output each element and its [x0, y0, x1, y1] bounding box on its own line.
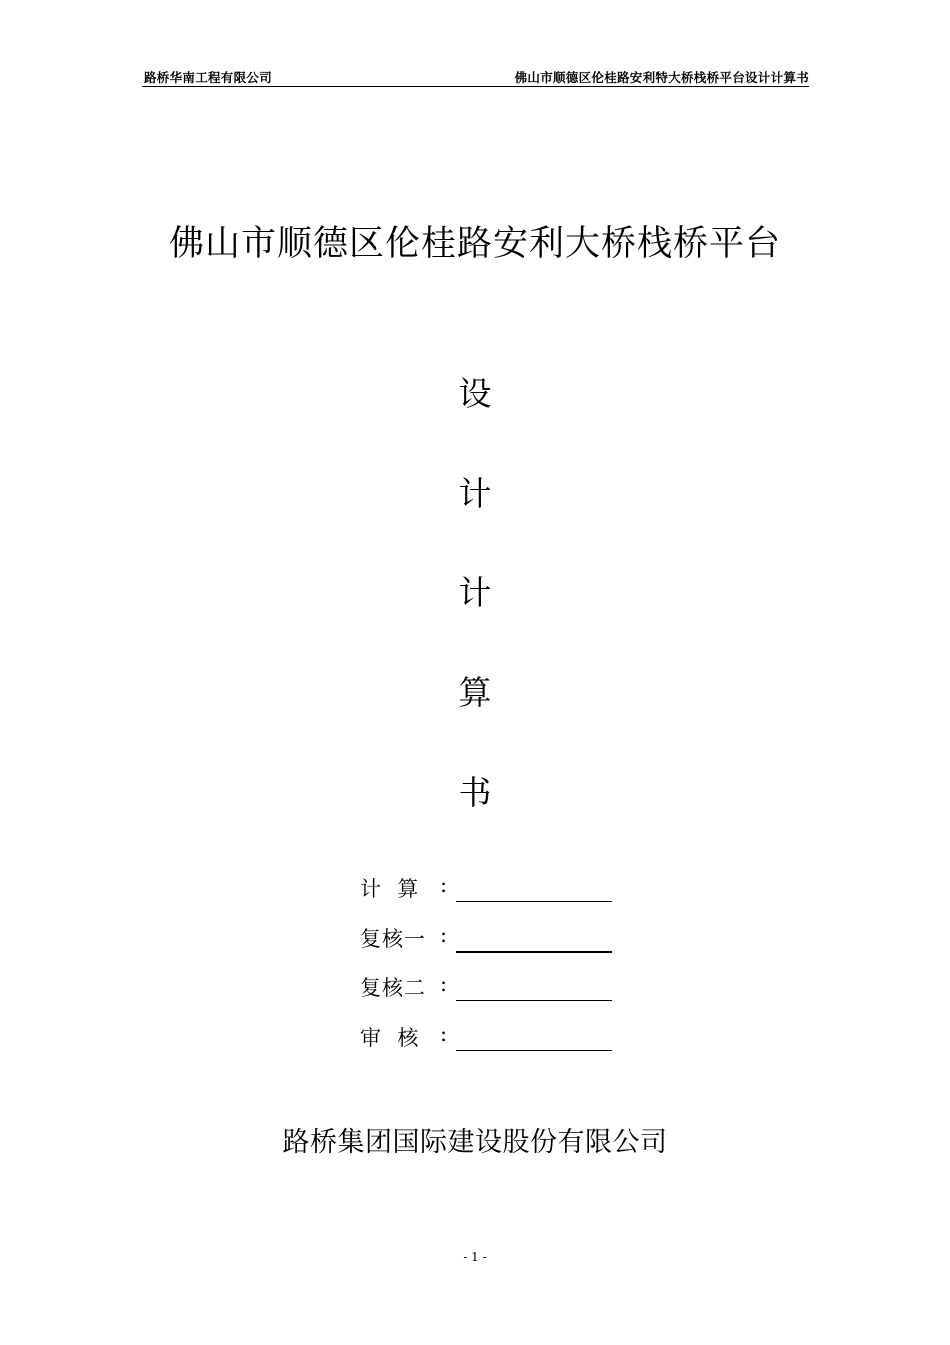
signature-label: 复核一: [360, 927, 426, 951]
signature-colon: :: [440, 923, 448, 947]
page-number: - 1 -: [463, 1250, 487, 1264]
signature-label: 审 核: [360, 1026, 420, 1050]
signature-colon: :: [440, 972, 448, 996]
signature-line: [456, 951, 612, 953]
signature-line: [456, 1000, 612, 1001]
header-document-title: 佛山市顺德区伦桂路安利特大桥栈桥平台设计计算书: [514, 70, 809, 85]
signature-line: [456, 901, 612, 902]
header-company: 路桥华南工程有限公司: [144, 70, 273, 85]
document-title: 佛山市顺德区伦桂路安利大桥栈桥平台: [168, 224, 781, 264]
vertical-title-char: 计: [458, 573, 492, 612]
signature-line: [456, 1050, 612, 1051]
company-name: 路桥集团国际建设股份有限公司: [282, 1127, 668, 1158]
signature-label: 复核二: [360, 976, 426, 1000]
vertical-title-char: 计: [458, 474, 492, 513]
signature-label: 计 算: [360, 877, 420, 901]
page-header: [142, 66, 809, 87]
vertical-title-char: 书: [458, 773, 492, 812]
vertical-title-char: 设: [458, 374, 492, 413]
signature-colon: :: [440, 873, 448, 897]
vertical-title-char: 算: [458, 673, 492, 712]
signature-colon: :: [440, 1022, 448, 1046]
